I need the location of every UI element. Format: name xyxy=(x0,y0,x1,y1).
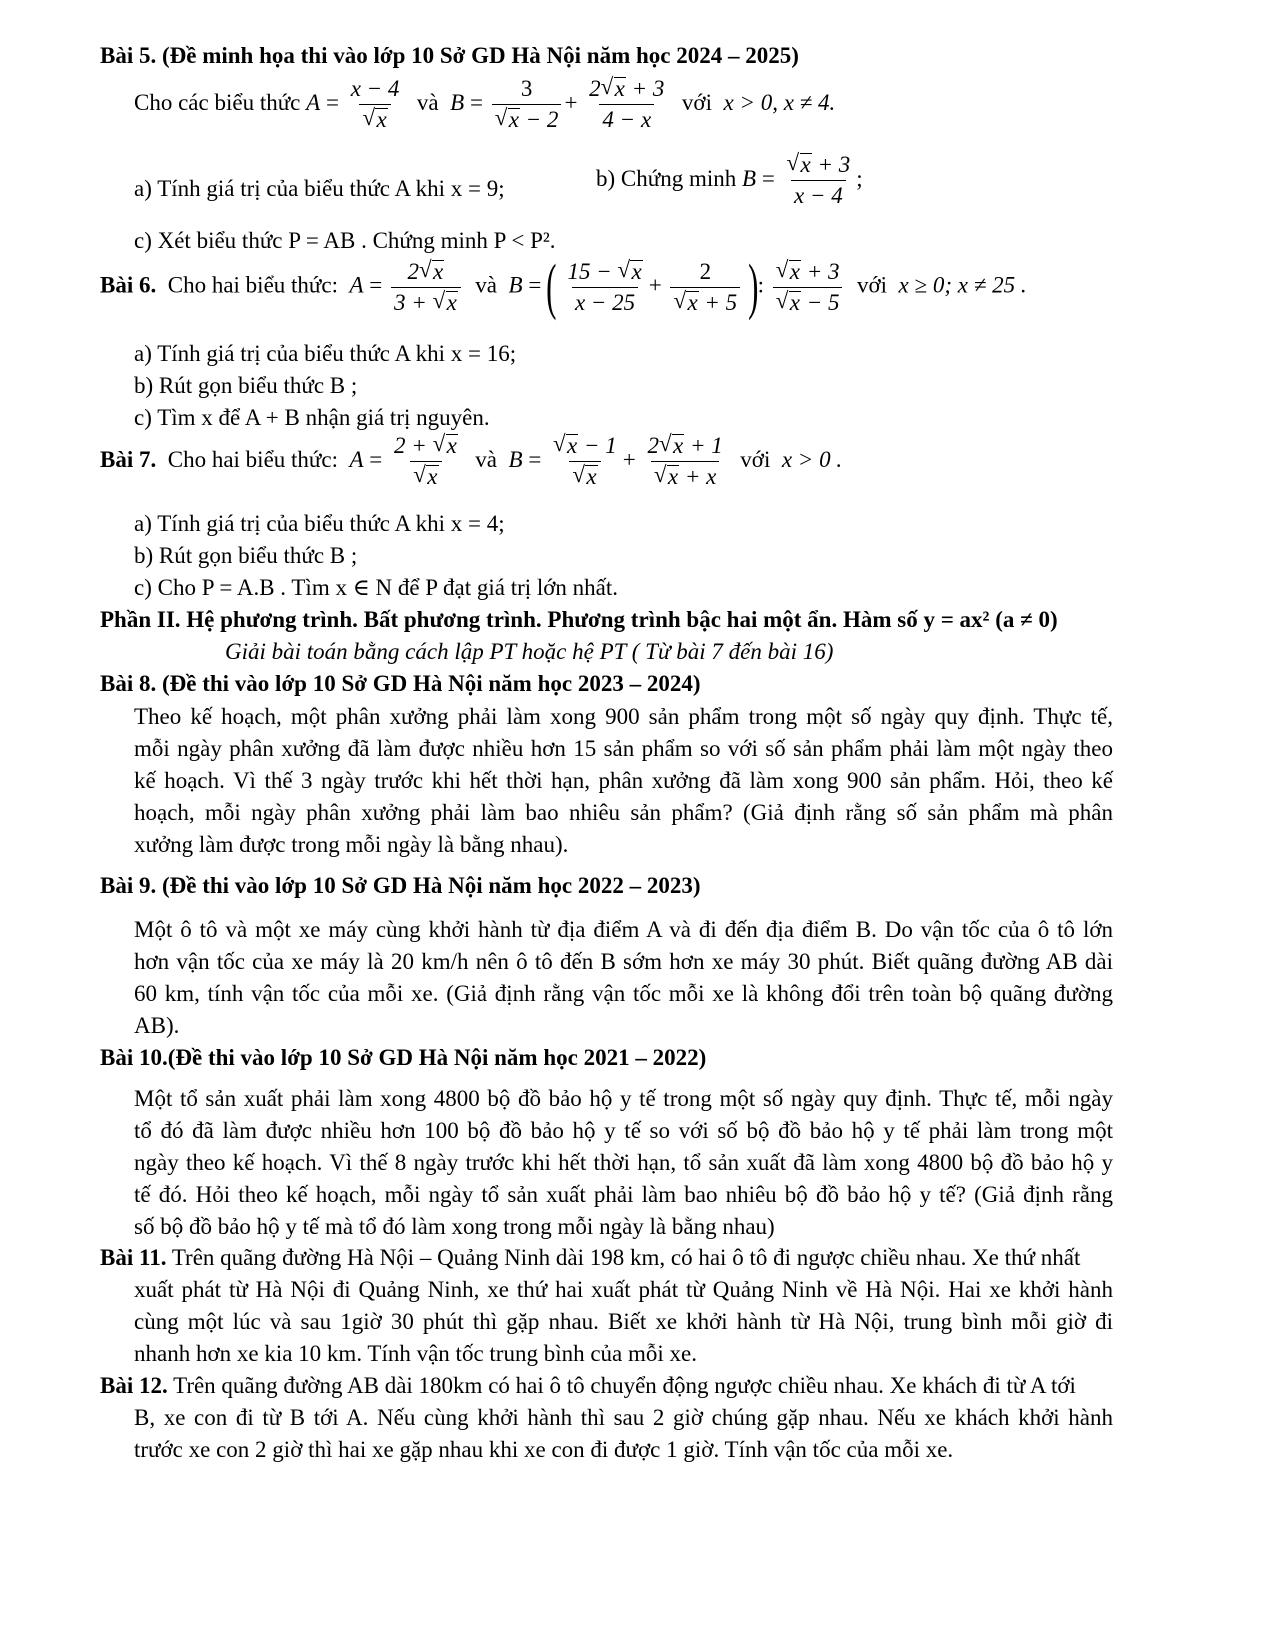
bai12-line: trước xe con 2 giờ thì hai xe gặp nhau khi xe con đi được 1 giờ. Tính vận tốc của mỗi xe. xyxy=(134,1437,954,1462)
bai12-line: B, xe con đi từ B tới A. Nếu cùng khởi hành thì sau 2 giờ chúng gặp nhau. Nếu xe khách khởi hành xyxy=(134,1405,1113,1430)
bai8-line: hoạch, mỗi ngày phân xưởng phải làm bao nhiêu sản phẩm? (Giả định rằng số sản phẩm mà phân xyxy=(134,800,1113,825)
bai5-B2-fraction: $\frac{2√ x + 3}{4 - x}$ xyxy=(586,76,667,133)
bai10-line: ngày theo kế hoạch. Vì thế 8 ngày trước khi hết thời hạn, tổ sản xuất đã làm xong 4800 bộ đồ bảo hộ y xyxy=(134,1150,1113,1175)
bai10-line: tổ đó đã làm được nhiều hơn 100 bộ đồ bảo hộ y tế so với số bộ đồ bảo hộ y tế phải làm trong một xyxy=(134,1118,1113,1143)
bai12-first-line xyxy=(100,1372,1113,1400)
bai6-expression-line: Bài 6. Cho hai biểu thức: A = $\frac{2√ x}{3 + √ x}$ và B = ( $\frac{15 - √ x}{x - 25}$ + 2 √ x + 5 ): √ x + 3 √ x − 5 với x ≥ 0; x ≠ 25 . xyxy=(100,256,1027,318)
bai9-line: hơn vận tốc của xe máy là 20 km/h nên ô tô đến B sớm hơn xe máy 30 phút. Biết quãng đường AB dài xyxy=(134,949,1113,974)
bai7-A-fraction: 2 + √ x √ x xyxy=(391,433,461,490)
bai5-part-b: b) Chứng minh B = √ $\frac{x + 3}{x - 4}$ ; xyxy=(596,152,863,209)
bai6-part-b: b) Rút gọn biểu thức B ; xyxy=(134,373,358,398)
bai7-with: với xyxy=(740,446,771,472)
bai7-B1-fraction: √ x − 1 √ x xyxy=(550,433,620,490)
bai7-intro: Cho hai biểu thức: xyxy=(167,446,338,472)
bai6-with: với xyxy=(856,272,888,298)
bai6-label: Bài 6. xyxy=(100,272,157,298)
bai11-first-text: Trên quãng đường Hà Nội – Quảng Ninh dài 198 km, có hai ô tô đi ngược chiều nhau. Xe thứ nhất xyxy=(171,1245,1081,1270)
bai5-A-fraction: x − 4 √ x xyxy=(348,76,403,133)
bai6-intro: Cho hai biểu thức: xyxy=(167,272,338,298)
bai6-B3-fraction: √ x + 3 √ x − 5 xyxy=(773,259,843,316)
bai5-expression-line: Cho các biểu thức A = x − 4 √ x và B = 3 √ x − 2 + $\frac{2√ x + 3}{4 - x}$ với x > 0, x ≠ 4. xyxy=(134,76,835,133)
bai5-B1-fraction: 3 √ x − 2 xyxy=(492,76,562,133)
bai9-line: 60 km, tính vận tốc của mỗi xe. (Giả định rằng vận tốc mỗi xe là không đổi trên toàn bộ quãng đường xyxy=(134,981,1113,1006)
bai11-line: nhanh hơn xe kia 10 km. Tính vận tốc trung bình của mỗi xe. xyxy=(134,1341,697,1366)
bai5-condition: x > 0, x ≠ 4. xyxy=(723,89,836,115)
bai5-title: Bài 5. (Đề minh họa thi vào lớp 10 Sở GD Hà Nội năm học 2024 – 2025) xyxy=(100,43,799,68)
bai11-line: xuất phát từ Hà Nội đi Quảng Ninh, xe thứ hai xuất phát từ Quảng Ninh về Hà Nội. Hai xe khởi hành xyxy=(134,1277,1113,1302)
bai7-part-a: a) Tính giá trị của biểu thức A khi x = 4; xyxy=(134,511,505,536)
bai10-line: Một tổ sản xuất phải làm xong 4800 bộ đồ bảo hộ y tế trong một số ngày quy định. Thực tế, mỗi ngày xyxy=(134,1086,1113,1111)
bai7-part-b: b) Rút gọn biểu thức B ; xyxy=(134,543,358,568)
bai10-line: số bộ đồ bảo hộ y tế mà tổ đó làm xong trong mỗi ngày là bằng nhau) xyxy=(134,1214,775,1239)
bai6-B1-fraction: $\frac{15 - √ x}{x - 25}$ xyxy=(564,259,645,316)
bai5-and: và xyxy=(416,89,439,115)
bai7-condition: x > 0 . xyxy=(781,446,843,472)
bai7-and: và xyxy=(475,446,497,472)
bai8-title: Bài 8. (Đề thi vào lớp 10 Sở GD Hà Nội năm học 2023 – 2024) xyxy=(100,671,701,696)
bai10-title: Bài 10.(Đề thi vào lớp 10 Sở GD Hà Nội năm học 2021 – 2022) xyxy=(100,1045,707,1070)
bai7-part-c: c) Cho P = A.B . Tìm x ∈ N để P đạt giá trị lớn nhất. xyxy=(134,575,619,600)
bai10-line: tế đó. Hỏi theo kế hoạch, mỗi ngày tổ sản xuất phải làm bao nhiêu bộ đồ bảo hộ y tế? (Giả định rằng xyxy=(134,1182,1113,1207)
bai6-part-a: a) Tính giá trị của biểu thức A khi x = 16; xyxy=(134,341,517,366)
bai5-Bb-fraction: √ $\frac{x + 3}{x - 4}$ xyxy=(784,152,854,209)
bai8-line: xưởng làm được trong mỗi ngày là bằng nhau). xyxy=(134,832,569,857)
bai8-line: kế hoạch. Vì thế 3 ngày trước khi hết thời hạn, phân xưởng đã làm xong 900 sản phẩm. Hỏi, theo kế xyxy=(134,768,1113,793)
bai7-label: Bài 7. xyxy=(100,446,157,472)
section-2-subtitle: Giải bài toán bằng cách lập PT hoặc hệ PT ( Từ bài 7 đến bài 16) xyxy=(225,639,834,664)
bai8-line: Theo kế hoạch, một phân xưởng phải làm xong 900 sản phẩm trong một số ngày quy định. Thực tế, xyxy=(134,704,1113,729)
bai9-title: Bài 9. (Đề thi vào lớp 10 Sở GD Hà Nội năm học 2022 – 2023) xyxy=(100,873,701,898)
bai6-B2-fraction: 2 √ x + 5 xyxy=(670,259,740,316)
bai6-and: và xyxy=(475,272,497,298)
bai8-line: mỗi ngày phân xưởng đã làm được nhiều hơn 15 sản phẩm so với số sản phẩm phải làm một ngày theo xyxy=(134,736,1113,761)
bai5-intro: Cho các biểu thức xyxy=(134,89,301,115)
bai6-A-fraction: $\frac{2√ x}{3 + √ x}$ xyxy=(391,259,461,316)
bai5-part-c: c) Xét biểu thức P = AB . Chứng minh P < P². xyxy=(134,228,556,253)
bai12-label: Bài 12. xyxy=(100,1373,168,1398)
bai11-label: Bài 11. xyxy=(100,1245,167,1270)
bai11-first-line xyxy=(100,1244,1113,1272)
bai5-with: với xyxy=(681,89,712,115)
section-2-title: Phần II. Hệ phương trình. Bất phương trình. Phương trình bậc hai một ẩn. Hàm số y = ax² (a ≠ 0) xyxy=(100,607,1058,632)
bai7-expression-line: Bài 7. Cho hai biểu thức: A = 2 + √ x √ x và B = √ x − 1 √ x + 2√ x + 1 √ x + x với x > 0 . xyxy=(100,433,842,490)
bai9-line: AB). xyxy=(134,1013,180,1038)
bai6-part-c: c) Tìm x để A + B nhận giá trị nguyên. xyxy=(134,405,490,430)
bai6-condition: x ≥ 0; x ≠ 25 . xyxy=(898,272,1027,298)
bai12-first-text: Trên quãng đường AB dài 180km có hai ô tô chuyển động ngược chiều nhau. Xe khách đi từ A tới xyxy=(173,1373,1076,1398)
bai11-line: cùng một lúc và sau 1giờ 30 phút thì gặp nhau. Biết xe khởi hành từ Hà Nội, trung bình mỗi giờ đi xyxy=(134,1309,1113,1334)
bai5-part-a: a) Tính giá trị của biểu thức A khi x = 9; xyxy=(134,176,505,201)
bai9-line: Một ô tô và một xe máy cùng khởi hành từ địa điểm A và đi đến địa điểm B. Do vận tốc của ô tô lớn xyxy=(134,917,1113,942)
bai7-B2-fraction: 2√ x + 1 √ x + x xyxy=(645,433,726,490)
